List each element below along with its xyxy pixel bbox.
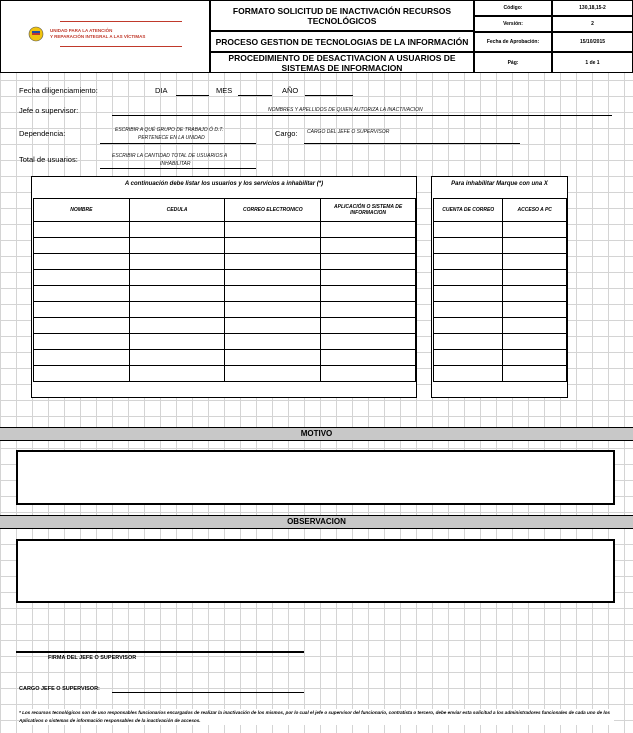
col-nombre: NOMBRE — [34, 199, 130, 222]
services-table-caption: Para inhabilitar Marque con una X — [451, 181, 548, 187]
cargo-hint: CARGO DEL JEFE O SUPERVISOR — [307, 129, 390, 135]
services-checkbox-cell[interactable] — [503, 334, 567, 350]
services-checkbox-cell[interactable] — [434, 254, 503, 270]
users-table-cell[interactable] — [34, 254, 130, 270]
cargo-jefe-field[interactable] — [112, 692, 304, 693]
users-table-row — [34, 238, 416, 254]
users-table-row — [34, 302, 416, 318]
users-table-cell[interactable] — [321, 302, 416, 318]
users-table-cell[interactable] — [225, 286, 321, 302]
motivo-textarea[interactable] — [16, 450, 615, 505]
motivo-section-header: MOTIVO — [0, 427, 633, 441]
pag-label: Pág: — [474, 52, 552, 73]
services-checkbox-cell[interactable] — [434, 302, 503, 318]
mes-field[interactable] — [238, 95, 272, 96]
users-table-row — [34, 366, 416, 382]
users-table-cell[interactable] — [34, 238, 130, 254]
cargo-field[interactable] — [304, 143, 520, 144]
users-table-cell[interactable] — [129, 366, 225, 382]
dia-label: DIA — [155, 86, 168, 95]
users-table-row — [34, 334, 416, 350]
services-table-row — [434, 302, 567, 318]
pag-value: 1 de 1 — [552, 52, 633, 73]
users-table-cell[interactable] — [321, 334, 416, 350]
services-table-row — [434, 270, 567, 286]
firma-line[interactable] — [16, 651, 304, 653]
users-table-cell[interactable] — [34, 222, 130, 238]
services-checkbox-cell[interactable] — [434, 270, 503, 286]
unidad-victimas-logo — [28, 25, 198, 43]
services-checkbox-cell[interactable] — [503, 350, 567, 366]
services-table-row — [434, 366, 567, 382]
jefe-supervisor-label: Jefe o supervisor: — [19, 106, 79, 115]
users-table-cell[interactable] — [129, 270, 225, 286]
process-title: PROCESO GESTION DE TECNOLOGIAS DE LA INFORMACIÓN — [210, 31, 474, 52]
colombia-seal-icon — [28, 26, 44, 42]
dependencia-label: Dependencia: — [19, 129, 66, 138]
users-table-row — [34, 318, 416, 334]
users-table-row — [34, 254, 416, 270]
logo-top-rule — [60, 21, 182, 22]
cargo-label: Cargo: — [275, 129, 298, 138]
users-table-cell[interactable] — [321, 222, 416, 238]
services-table-row — [434, 286, 567, 302]
dependencia-hint-2: PERTENECE EN LA UNIDAD — [138, 135, 205, 141]
jefe-supervisor-field[interactable] — [112, 115, 612, 116]
services-table-body — [434, 222, 567, 382]
services-checkbox-cell[interactable] — [503, 302, 567, 318]
users-table-cell[interactable] — [321, 318, 416, 334]
codigo-label: Código: — [474, 0, 552, 16]
col-aplicacion: APLICACIÓN O SISTEMA DE INFORMACION — [321, 199, 416, 222]
users-table-cell[interactable] — [321, 238, 416, 254]
users-table-cell[interactable] — [34, 286, 130, 302]
observacion-textarea[interactable] — [16, 539, 615, 603]
version-value: 2 — [552, 16, 633, 32]
users-table-row — [34, 270, 416, 286]
services-checkbox-cell[interactable] — [503, 366, 567, 382]
ano-field[interactable] — [305, 95, 353, 96]
total-usuarios-hint-1: ESCRIBIR LA CANTIDAD TOTAL DE USUARIOS A — [112, 153, 228, 159]
col-cedula: CEDULA — [129, 199, 225, 222]
users-table-row — [34, 286, 416, 302]
users-table-header-row — [34, 199, 416, 222]
services-checkbox-cell[interactable] — [503, 238, 567, 254]
dependencia-hint-1: ESCRIBIR A QUÉ GRUPO DE TRABAJO Ó D.T. — [115, 127, 224, 133]
users-table — [33, 198, 416, 382]
services-checkbox-cell[interactable] — [503, 254, 567, 270]
services-table — [433, 198, 567, 382]
users-table-cell[interactable] — [321, 286, 416, 302]
users-table-cell[interactable] — [129, 222, 225, 238]
users-table-cell[interactable] — [129, 254, 225, 270]
users-table-cell[interactable] — [321, 270, 416, 286]
services-checkbox-cell[interactable] — [503, 270, 567, 286]
users-table-cell[interactable] — [321, 350, 416, 366]
services-table-row — [434, 222, 567, 238]
users-table-cell[interactable] — [225, 366, 321, 382]
dia-field[interactable] — [176, 95, 209, 96]
services-checkbox-cell[interactable] — [434, 286, 503, 302]
services-checkbox-cell[interactable] — [434, 334, 503, 350]
users-table-cell[interactable] — [129, 350, 225, 366]
dependencia-field[interactable] — [100, 143, 256, 144]
observacion-section-header: OBSERVACION — [0, 515, 633, 529]
users-table-cell[interactable] — [321, 366, 416, 382]
version-label: Versión: — [474, 16, 552, 32]
services-table-row — [434, 318, 567, 334]
services-checkbox-cell[interactable] — [434, 366, 503, 382]
mes-label: MES — [216, 86, 233, 95]
services-table-row — [434, 334, 567, 350]
services-checkbox-cell[interactable] — [503, 318, 567, 334]
services-table-row — [434, 350, 567, 366]
col-acceso-pc: ACCESO A PC — [503, 199, 567, 222]
users-table-cell[interactable] — [225, 318, 321, 334]
logo-text-line2: Y REPARACIÓN INTEGRAL A LAS VÍCTIMAS — [50, 34, 146, 39]
users-table-cell[interactable] — [225, 334, 321, 350]
services-checkbox-cell[interactable] — [434, 318, 503, 334]
users-table-cell[interactable] — [225, 254, 321, 270]
ano-label: AÑO — [282, 86, 299, 95]
users-table-cell[interactable] — [129, 334, 225, 350]
form-title: FORMATO SOLICITUD DE INACTIVACIÓN RECURSOS TECNOLÓGICOS — [210, 0, 474, 31]
total-usuarios-hint-2: INHABILITAR — [160, 161, 191, 167]
services-checkbox-cell[interactable] — [434, 350, 503, 366]
users-table-row — [34, 222, 416, 238]
users-table-cell[interactable] — [321, 254, 416, 270]
col-cuenta-correo: CUENTA DE CORREO — [434, 199, 503, 222]
users-table-body — [34, 222, 416, 382]
users-table-cell[interactable] — [34, 318, 130, 334]
fecha-diligenciamiento-label: Fecha diligenciamiento: — [19, 86, 98, 95]
services-checkbox-cell[interactable] — [503, 286, 567, 302]
cargo-jefe-label: CARGO JEFE O SUPERVISOR: — [19, 686, 100, 692]
col-correo: CORREO ELECTRONICO — [225, 199, 321, 222]
users-table-cell[interactable] — [34, 302, 130, 318]
users-table-cell[interactable] — [225, 302, 321, 318]
footnote: * Los recursos tecnológicos son de uso responsables funcionarios encargados de realizar la inactivación de los mismos, por lo cual el jefe o supervisor del funcionario, contratista o tercero, debe enviar esta solicitud a los administradores funcionales de cada uno de los Aplicativos o sistemas de información responsables de la inactivación de accesos. — [19, 709, 614, 725]
fecha-aprobacion-value: 15/10/2015 — [552, 32, 633, 52]
services-checkbox-cell[interactable] — [503, 222, 567, 238]
users-table-caption: A continuación debe listar los usuarios y los servicios a inhabilitar (*) — [124, 181, 324, 187]
users-table-cell[interactable] — [225, 238, 321, 254]
users-table-row — [34, 350, 416, 366]
services-checkbox-cell[interactable] — [434, 222, 503, 238]
users-table-cell[interactable] — [34, 270, 130, 286]
services-table-header-row — [434, 199, 567, 222]
procedure-title: PROCEDIMIENTO DE DESACTIVACION A USUARIOS DE SISTEMAS DE INFORMACION — [210, 52, 474, 73]
logo-text-line1: UNIDAD PARA LA ATENCIÓN — [50, 28, 113, 33]
users-table-cell[interactable] — [225, 222, 321, 238]
logo-bottom-rule — [60, 46, 182, 47]
users-table-cell[interactable] — [129, 238, 225, 254]
jefe-supervisor-hint: NOMBRES Y APELLIDOS DE QUIEN AUTORIZA LA INACTIVACION — [268, 107, 423, 113]
services-table-row — [434, 254, 567, 270]
users-table-cell[interactable] — [34, 350, 130, 366]
codigo-value: 130,18,15-2 — [552, 0, 633, 16]
firma-label: FIRMA DEL JEFE O SUPERVISOR — [48, 655, 137, 661]
total-usuarios-label: Total de usuarios: — [19, 155, 78, 164]
services-table-row — [434, 238, 567, 254]
users-table-cell[interactable] — [225, 350, 321, 366]
users-table-cell[interactable] — [129, 286, 225, 302]
users-table-cell[interactable] — [34, 334, 130, 350]
users-table-cell[interactable] — [225, 270, 321, 286]
users-table-cell[interactable] — [129, 318, 225, 334]
services-checkbox-cell[interactable] — [434, 238, 503, 254]
total-usuarios-field[interactable] — [100, 168, 256, 169]
users-table-cell[interactable] — [129, 302, 225, 318]
users-table-cell[interactable] — [34, 366, 130, 382]
fecha-aprobacion-label: Fecha de Aprobación: — [474, 32, 552, 52]
